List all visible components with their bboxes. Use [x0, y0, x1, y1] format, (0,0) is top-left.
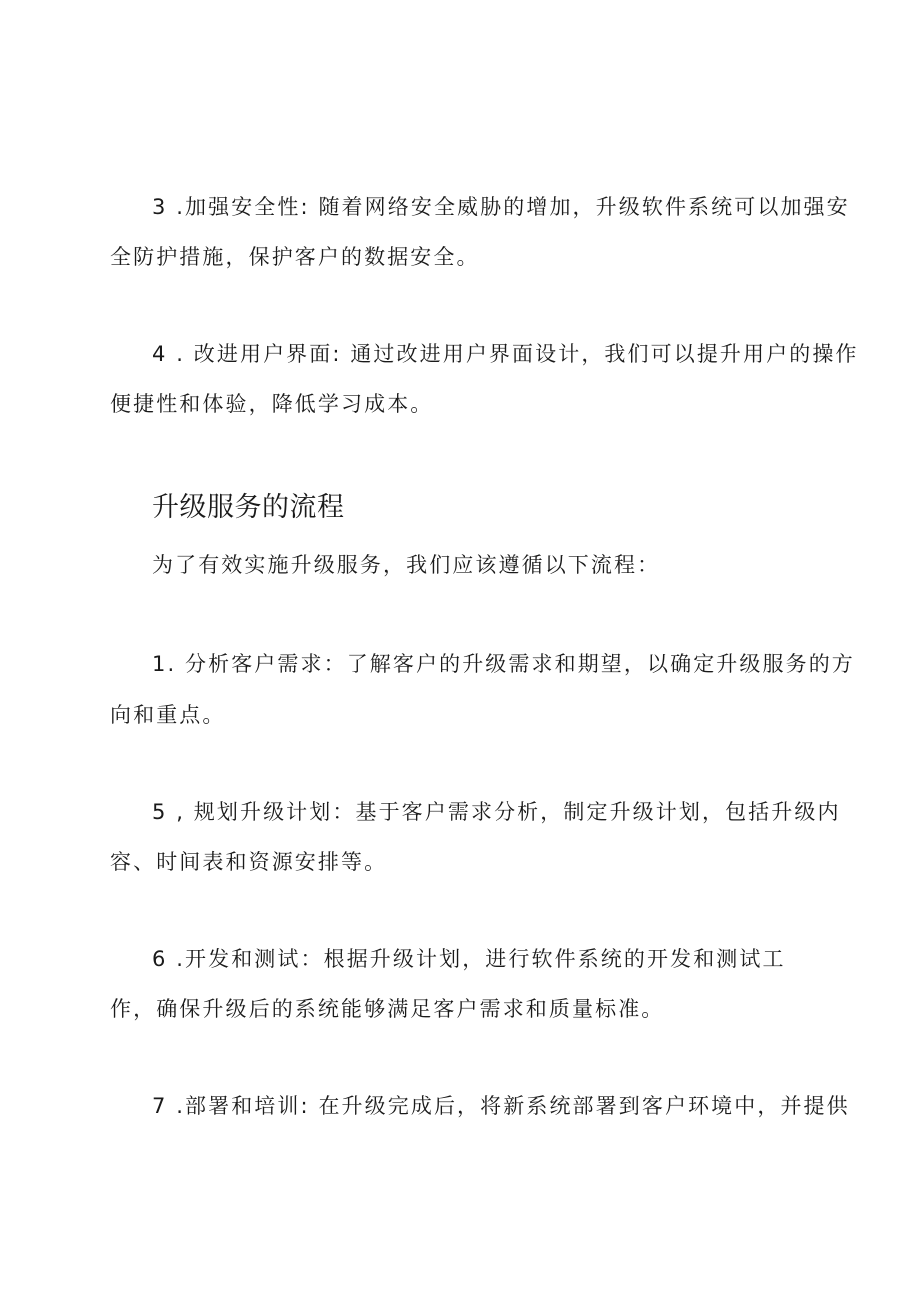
- list-item-line: 5 , 规划升级计划：基于客户需求分析，制定升级计划，包括升级内: [152, 800, 841, 824]
- list-item-line: 6 .开发和测试：根据升级计划，进行软件系统的开发和测试工: [152, 947, 786, 971]
- list-item-line: 作，确保升级后的系统能够满足客户需求和质量标准。: [110, 997, 665, 1021]
- intro-paragraph: 为了有效实施升级服务，我们应该遵循以下流程：: [152, 553, 661, 577]
- section-heading: 升级服务的流程: [152, 492, 345, 523]
- list-item-line: 向和重点。: [110, 703, 226, 727]
- list-item-line: 3 .加强安全性: 随着网络安全威胁的增加，升级软件系统可以加强安: [152, 195, 850, 219]
- list-item-line: 1. 分析客户需求：了解客户的升级需求和期望，以确定升级服务的方: [152, 652, 855, 676]
- list-item-line: 容、时间表和资源安排等。: [110, 850, 388, 874]
- list-item-line: 全防护措施，保护客户的数据安全。: [110, 245, 480, 269]
- list-item-line: 便捷性和体验，降低学习成本。: [110, 392, 434, 416]
- list-item-line: 7 .部署和培训: 在升级完成后，将新系统部署到客户环境中，并提供: [152, 1094, 850, 1118]
- list-item-line: 4 . 改进用户界面: 通过改进用户界面设计，我们可以提升用户的操作: [152, 342, 859, 366]
